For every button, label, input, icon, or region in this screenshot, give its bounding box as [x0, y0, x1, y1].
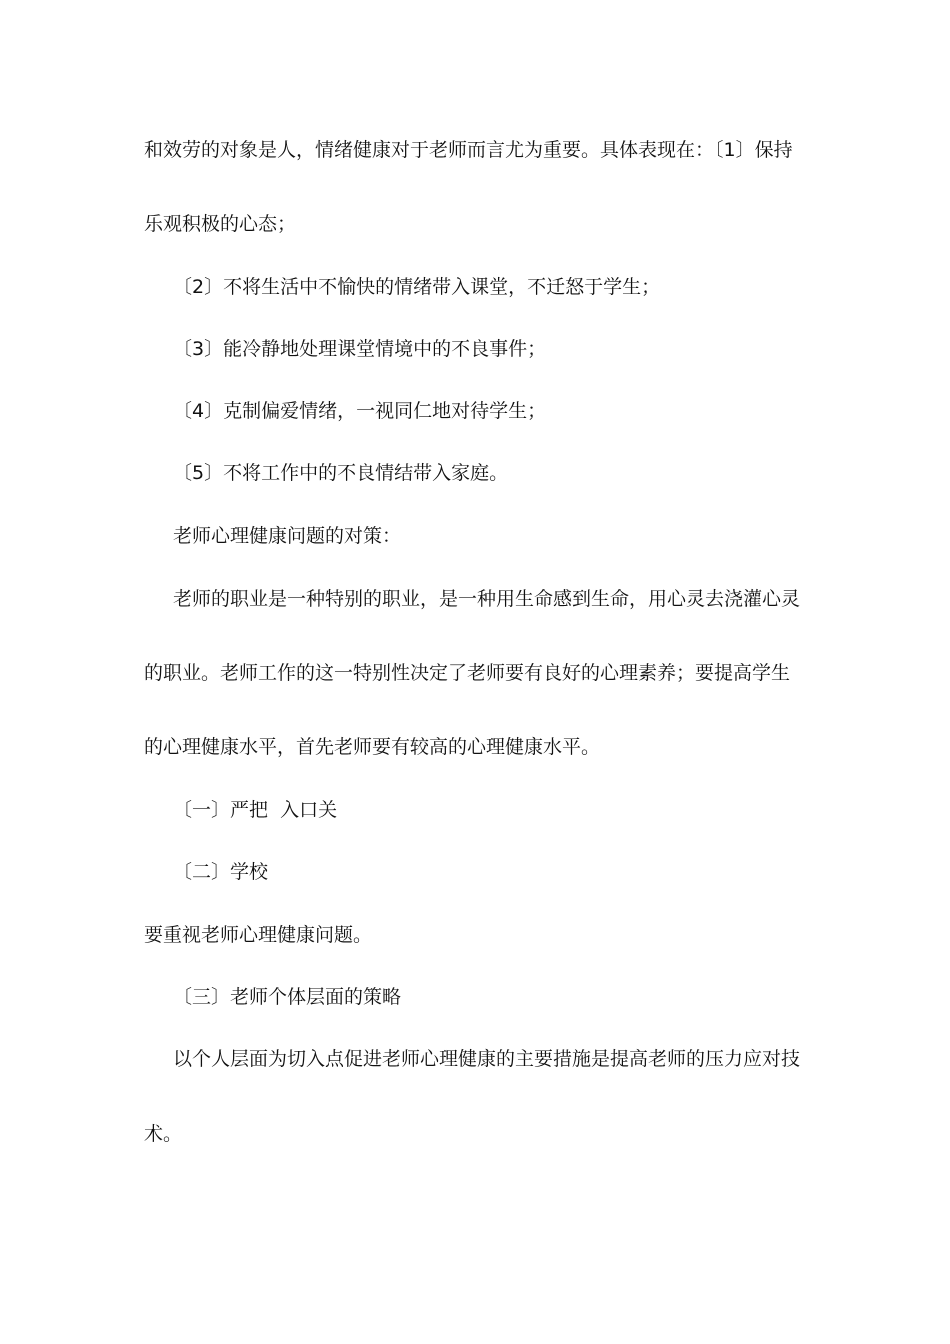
paragraph-line-3: 老师的职业是一种特别的职业，是一种用生命感到生命，用心灵去浇灌心灵: [173, 588, 801, 610]
subheading-3: 〔三〕老师个体层面的策略: [173, 986, 402, 1008]
paragraph-line-1: 和效劳的对象是人，情绪健康对于老师而言尤为重要。具体表现在：〔1〕保持: [144, 139, 793, 161]
list-item-5: 〔5〕不将工作中的不良情结带入家庭。: [173, 462, 509, 484]
section-heading: 老师心理健康问题的对策：: [173, 525, 402, 547]
subheading-2: 〔二〕学校: [173, 861, 269, 883]
paragraph-line-8: 术。: [144, 1123, 183, 1145]
paragraph-line-7: 以个人层面为切入点促进老师心理健康的主要措施是提高老师的压力应对技: [173, 1048, 801, 1070]
paragraph-line-4: 的职业。老师工作的这一特别性决定了老师要有良好的心理素养；要提高学生: [144, 662, 791, 684]
paragraph-line-2: 乐观积极的心态；: [144, 213, 297, 235]
paragraph-line-6: 要重视老师心理健康问题。: [144, 924, 373, 946]
list-item-4: 〔4〕克制偏爱情绪，一视同仁地对待学生；: [173, 400, 547, 422]
paragraph-line-5: 的心理健康水平，首先老师要有较高的心理健康水平。: [144, 736, 601, 758]
list-item-3: 〔3〕能冷静地处理课堂情境中的不良事件；: [173, 338, 547, 360]
subheading-1: 〔一〕严把 入口关: [173, 799, 338, 821]
list-item-2: 〔2〕不将生活中不愉快的情绪带入课堂，不迁怒于学生；: [173, 276, 661, 298]
